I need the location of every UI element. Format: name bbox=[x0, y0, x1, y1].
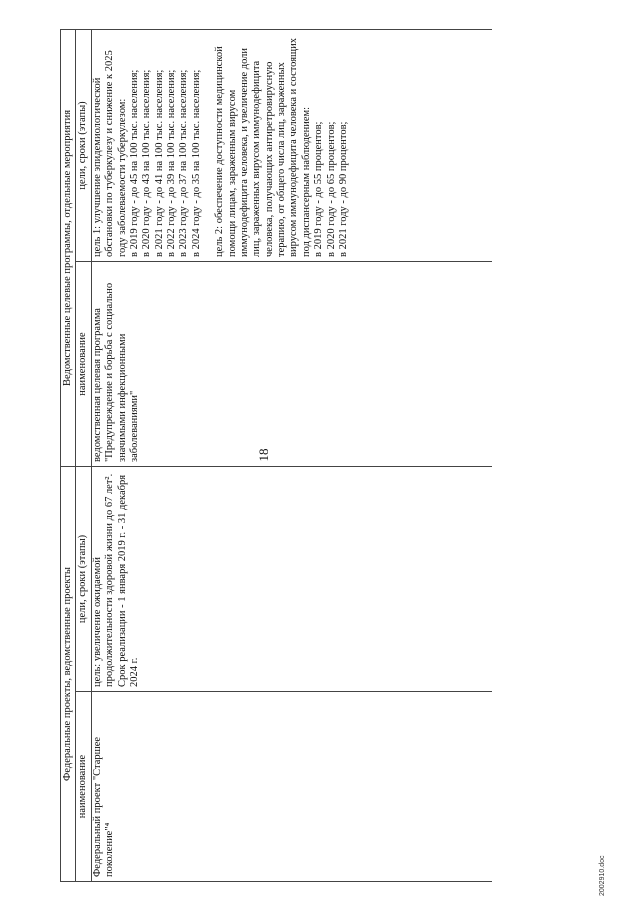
column-header-row bbox=[76, 29, 91, 881]
page-number: 18 bbox=[256, 448, 271, 462]
group-header-departmental-programs: Ведомственные целевые программы, отдельные мероприятия bbox=[61, 29, 76, 466]
federal-project-term: Срок реализации - 1 января 2019 г. - 31 декабря 2024 г. bbox=[116, 474, 140, 687]
rotated-page-content bbox=[60, 30, 505, 882]
program-name-cell bbox=[91, 262, 492, 467]
federal-project-name: Федеральный проект "Старшее поколение"⁴ bbox=[91, 736, 116, 877]
column-header-name-1: наименование bbox=[76, 692, 91, 882]
goal1-2024: в 2024 году - до 35 на 100 тыс. населения; bbox=[190, 69, 202, 257]
goal-spacer bbox=[203, 34, 214, 257]
federal-project-goals-cell bbox=[91, 467, 492, 692]
goal1-2021: в 2021 году - до 41 на 100 тыс. населения; bbox=[153, 69, 165, 257]
document-code: 2002910.doc bbox=[599, 855, 606, 896]
program-name: ведомственная целевая программа "Предупреждение и борьба с социально значимыми инфекционными заболеваниями" bbox=[91, 282, 140, 462]
group-header-row bbox=[61, 29, 76, 881]
goal1-2020: в 2020 году - до 43 на 100 тыс. населения; bbox=[141, 69, 153, 257]
goal1-2023: в 2023 году - до 37 на 100 тыс. населения; bbox=[178, 69, 190, 257]
column-header-goals-1: цели, сроки (этапы) bbox=[76, 467, 91, 692]
column-header-goals-2: цели, сроки (этапы) bbox=[76, 29, 91, 261]
programs-table bbox=[60, 29, 492, 882]
goal2-2020: в 2020 году - до 65 процентов; bbox=[325, 121, 337, 257]
goal1-2022: в 2022 году - до 39 на 100 тыс. населения; bbox=[166, 69, 177, 257]
goal2-2019: в 2019 году - до 55 процентов; bbox=[313, 121, 325, 257]
goal1-2019: в 2019 году - до 45 на 100 тыс. населения; bbox=[128, 69, 140, 257]
federal-project-name-cell bbox=[91, 692, 492, 882]
program-goals-cell bbox=[91, 29, 492, 261]
goal2-2021: в 2021 году - до 90 процентов; bbox=[337, 121, 349, 257]
federal-project-goal: цель: увеличение ожидаемой продолжительности здоровой жизни до 67 лет². bbox=[91, 473, 116, 687]
column-header-name-2: наименование bbox=[76, 262, 91, 467]
group-header-federal-projects: Федеральные проекты, ведомственные проекты bbox=[61, 467, 76, 882]
goal1-text: цель 1: улучшение эпидемиологической обстановки по туберкулезу и снижение к 2025 году заболеваемости туберкулезом: bbox=[91, 50, 128, 257]
goal2-text: цель 2: обеспечение доступности медицинской помощи лицам, зараженным вирусом иммунодефицита человека, и увеличение доли лиц, зараженных вирусом иммунодефицита человека, получающих антиретровирусную терапию, от общего числа лиц, зараженных вирусом иммунодефицита человека и состоящих под диспансерным наблюдением: bbox=[214, 37, 312, 257]
table-row bbox=[91, 29, 492, 881]
